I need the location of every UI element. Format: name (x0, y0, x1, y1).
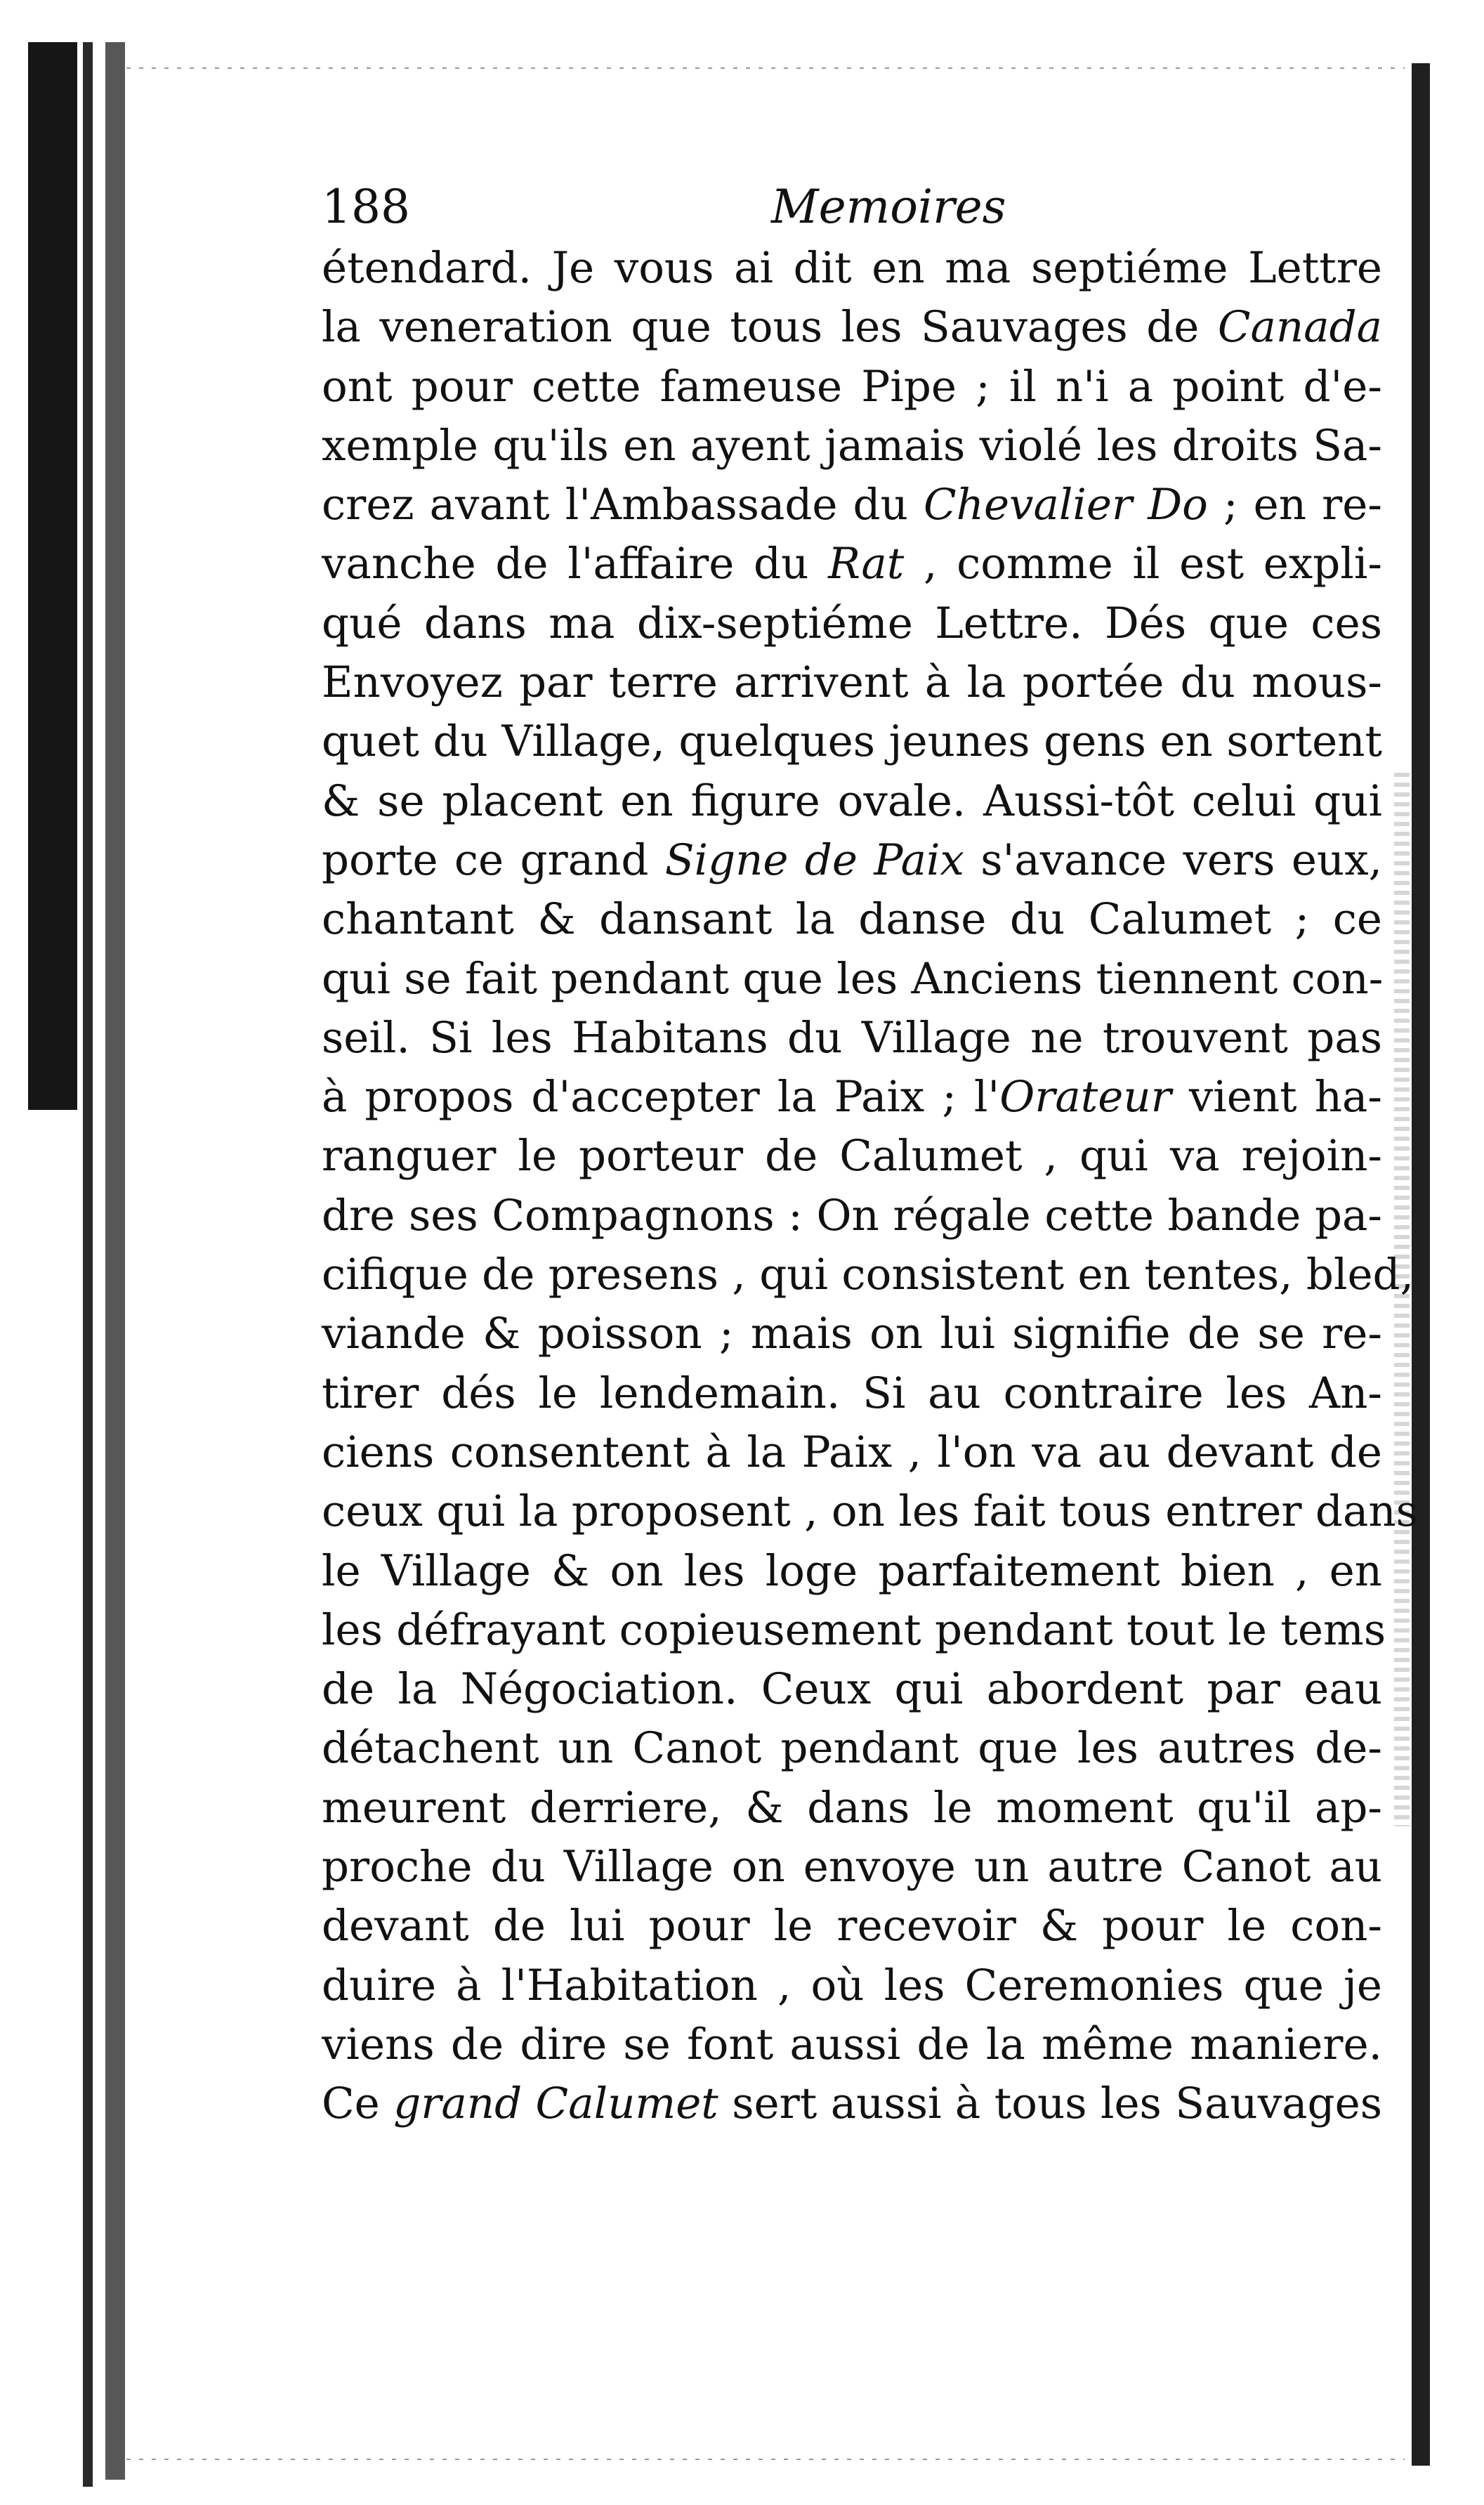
text-line (322, 772, 1382, 831)
text-span: viens de dire se font aussi de la même maniere. (322, 2019, 1382, 2069)
scan-top-border (126, 67, 1405, 69)
text-line (322, 1482, 1418, 1541)
text-line (322, 1660, 1382, 1719)
text-line (322, 417, 1382, 476)
text-span: crez avant l'Ambassade du (322, 480, 924, 530)
text-span: ciens consentent à la Paix , l'on va au devant de (322, 1427, 1382, 1477)
text-line (322, 653, 1382, 712)
text-span: sert aussi à tous les Sauvages (718, 2079, 1383, 2129)
text-span: ceux qui la proposent , on les fait tous entrer dans (322, 1486, 1418, 1537)
scan-page-edge-right (1412, 63, 1430, 2466)
text-line (322, 476, 1382, 535)
text-line (322, 2074, 1382, 2133)
text-span: & se placent en figure ovale. Aussi-tôt celui qui (322, 776, 1382, 826)
scan-bottom-border (126, 2459, 1405, 2460)
italic-span: grand Calumet (393, 2079, 718, 2129)
italic-span: Canada (1217, 302, 1382, 353)
text-span: la veneration que tous les Sauvages de (322, 302, 1218, 353)
text-span: s'avance vers eux, (964, 835, 1383, 885)
text-line (322, 1304, 1382, 1363)
page-number: 188 (322, 180, 410, 234)
text-span: le Village & on les loge parfaitement bien , en (322, 1545, 1382, 1596)
text-span: à propos d'accepter la Paix ; l' (322, 1072, 1000, 1123)
text-span: seil. Si les Habitans du Village ne trouvent pas (322, 1012, 1382, 1063)
running-head: Memoires (771, 180, 1006, 234)
italic-span: Orateur (999, 1072, 1171, 1123)
text-line (322, 2015, 1382, 2074)
text-line (322, 712, 1382, 771)
text-span: ranguer le porteur de Calumet , qui va rejoin- (322, 1131, 1382, 1182)
text-span: xemple qu'ils en ayent jamais violé les droits Sa- (322, 420, 1382, 471)
text-line (322, 1186, 1382, 1245)
scan-page-edge-left-inner (105, 42, 125, 2480)
scan-page-edge-left (83, 42, 93, 2487)
text-span: les défrayant copieusement pendant tout le tems (322, 1604, 1386, 1655)
text-line (322, 535, 1382, 594)
italic-span: Signe de Paix (664, 835, 964, 885)
text-line (322, 1779, 1382, 1838)
text-span: dre ses Compagnons : On régale cette bande pa- (322, 1190, 1382, 1241)
text-span: vanche de l'affaire du (322, 539, 829, 589)
text-line (322, 239, 1382, 298)
text-line (322, 1068, 1382, 1127)
text-line (322, 890, 1382, 949)
text-span: quet du Village, quelques jeunes gens en sortent (322, 717, 1382, 767)
text-span: vient ha- (1171, 1072, 1382, 1123)
text-line (322, 1897, 1382, 1956)
text-span: chantant & dansant la danse du Calumet ; ce (322, 894, 1382, 945)
text-span: cifique de presens , qui consistent en tentes, bled, (322, 1250, 1414, 1300)
text-line (322, 1719, 1382, 1778)
text-line (322, 1542, 1382, 1601)
italic-span: Chevalier Do (924, 480, 1208, 530)
text-span: Envoyez par terre arrivent à la portée du mous- (322, 658, 1382, 708)
text-span: ont pour cette fameuse Pipe ; il n'i a point d'e- (322, 361, 1382, 412)
text-line (322, 1245, 1414, 1304)
text-span: viande & poisson ; mais on lui signifie de se re- (322, 1309, 1382, 1359)
text-line (322, 831, 1382, 890)
page-header (322, 176, 1382, 239)
text-span: de la Négociation. Ceux qui abordent par eau (322, 1664, 1382, 1715)
text-line (322, 1601, 1386, 1660)
text-span: proche du Village on envoye un autre Canot au (322, 1842, 1382, 1892)
text-span: duire à l'Habitation , où les Ceremonies que je (322, 1960, 1382, 2010)
text-span: devant de lui pour le recevoir & pour le con- (322, 1901, 1382, 1951)
text-line (322, 1009, 1382, 1068)
italic-span: Rat (828, 539, 905, 589)
text-span: , comme il est expli- (904, 539, 1382, 589)
text-line (322, 358, 1382, 417)
text-span: Ce (322, 2079, 394, 2129)
text-span: meurent derriere, & dans le moment qu'il ap- (322, 1782, 1382, 1833)
text-span: qui se fait pendant que les Anciens tiennent con- (322, 953, 1384, 1004)
text-line (322, 1423, 1382, 1482)
text-line (322, 1838, 1382, 1897)
text-line (322, 594, 1382, 653)
text-line (322, 950, 1382, 1009)
text-span: porte ce grand (322, 835, 665, 885)
text-span: ; en re- (1207, 480, 1383, 530)
text-span: détachent un Canot pendant que les autres de- (322, 1723, 1382, 1774)
text-span: qué dans ma dix-septiéme Lettre. Dés que ces (322, 598, 1382, 648)
text-line (322, 298, 1382, 357)
text-line (322, 1956, 1382, 2015)
text-span: étendard. Je vous ai dit en ma septiéme Lettre (322, 243, 1382, 293)
text-line (322, 1127, 1382, 1186)
scan-binding-shadow (28, 42, 77, 1110)
text-line (322, 1364, 1382, 1423)
text-span: tirer dés le lendemain. Si au contraire les An- (322, 1368, 1382, 1418)
body-text (322, 239, 1418, 2134)
